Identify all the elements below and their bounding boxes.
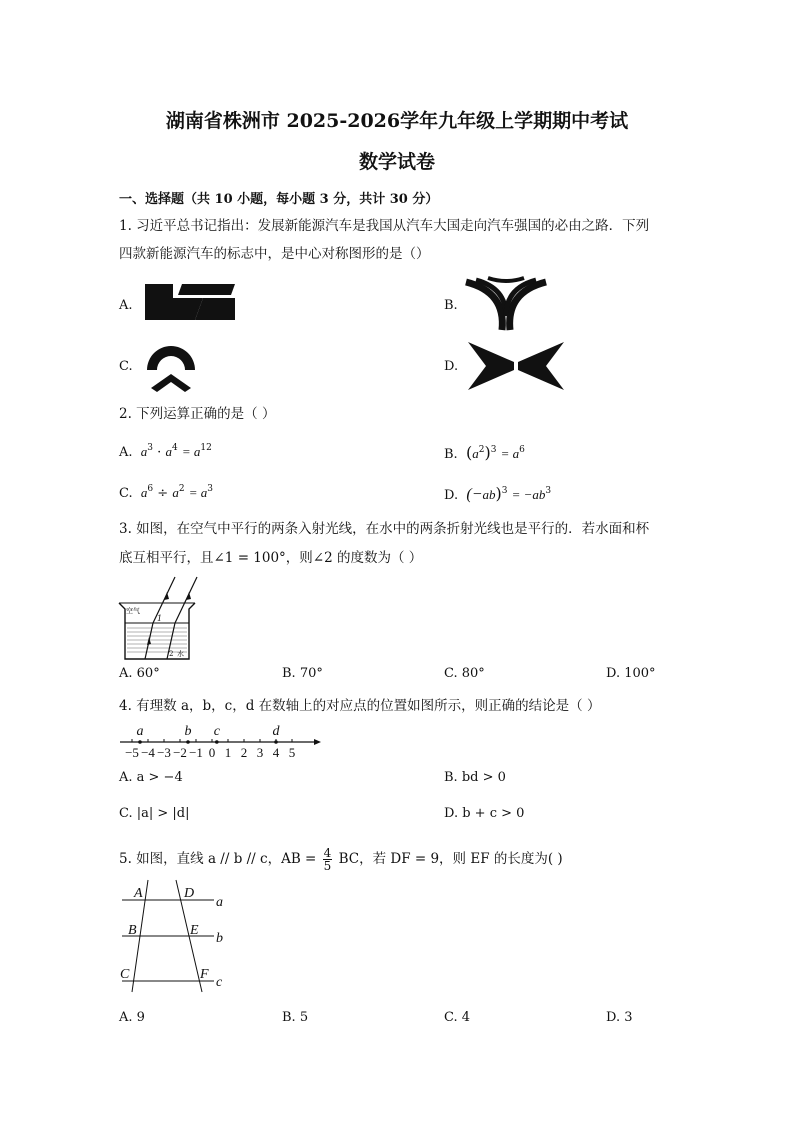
q2-c-exp3: 3 — [207, 484, 213, 494]
q5-label-B: B — [128, 923, 137, 938]
q2-b-eq: = a — [500, 446, 520, 461]
number-line-tick-label: 3 — [256, 745, 264, 760]
q3-beaker-figure — [117, 575, 201, 659]
number-line-arrow — [314, 739, 321, 745]
page-title: 湖南省株洲市 2025-2026学年九年级上学期期中考试 — [165, 110, 629, 132]
number-line-point-label-b: b — [184, 724, 192, 739]
q4-option-d: D. b + c > 0 — [444, 806, 525, 821]
number-line-point-b — [186, 740, 190, 744]
q2-option-b-label: B. — [444, 447, 458, 462]
q2-d-eq: = −ab — [511, 487, 546, 502]
q2-c-exp1: 6 — [147, 484, 154, 494]
q3-label-angle1: 1 — [157, 614, 163, 623]
number-line-tick-label: −1 — [189, 745, 203, 760]
q4-option-b: B. bd > 0 — [444, 770, 506, 785]
q3-option-b: B. 70° — [282, 666, 323, 681]
lixiang-logo-icon — [145, 284, 235, 320]
q2-c-base2: a — [172, 485, 179, 500]
q1-stem-line1: 1. 习近平总书记指出：发展新能源汽车是我国从汽车大国走向汽车强国的必由之路．下列 — [119, 218, 650, 234]
q2-c-eq: = a — [188, 485, 208, 500]
q3-stem-line1: 3. 如图，在空气中平行的两条入射光线，在水中的两条折射光线也是平行的．若水面和杯 — [119, 521, 650, 537]
q5-label-F: F — [200, 967, 209, 982]
q2-option-c-label: C. — [119, 486, 133, 501]
number-line-point-label-a: a — [136, 724, 144, 739]
q2-b-exp-inner: 2 — [478, 445, 485, 455]
number-line-tick-label: −5 — [125, 745, 139, 760]
q5-option-d: D. 3 — [606, 1010, 633, 1025]
number-line-point-a — [138, 740, 142, 744]
q5-frac-num: 4 — [323, 846, 332, 860]
section-heading: 一、选择题（共 10 小题，每小题 3 分，共计 30 分） — [119, 192, 439, 207]
q2-option-b — [444, 443, 525, 462]
q3-option-d: D. 100° — [606, 666, 656, 681]
q5-label-E: E — [190, 923, 199, 938]
q2-option-d — [444, 484, 551, 504]
q5-label-c: c — [216, 975, 223, 990]
q2-option-d-label: D. — [444, 488, 459, 503]
nio-logo-icon — [145, 344, 197, 392]
q2-c-exp2: 2 — [178, 484, 185, 494]
number-line-point-label-c: c — [213, 724, 220, 739]
q2-option-a — [119, 443, 212, 460]
q2-d-exp-outer: 3 — [501, 486, 508, 496]
q2-d-exp-r: 3 — [545, 486, 552, 496]
q3-stem-line2: 底互相平行，且∠1 = 100°，则∠2 的度数为（ ） — [119, 550, 423, 566]
q5-stem-before: 5. 如图，直线 a // b // c，AB = — [119, 851, 317, 867]
q4-option-a: A. a > −4 — [119, 770, 183, 785]
q1-option-a-label: A. — [119, 298, 133, 313]
q5-parallel-lines-figure — [118, 878, 230, 996]
q2-option-a-label: A. — [119, 445, 133, 460]
q2-c-op: ÷ — [157, 486, 169, 501]
number-line-tick-label: 4 — [272, 745, 280, 760]
number-line-tick-label: −4 — [141, 745, 155, 760]
q2-d-inner: ab — [482, 487, 496, 502]
number-line-tick-label: −2 — [173, 745, 187, 760]
q4-option-c: C. |a| > |d| — [119, 806, 190, 821]
q1-option-d-label: D. — [444, 359, 459, 374]
q3-label-air: 空气 — [126, 607, 140, 615]
q5-label-D: D — [184, 886, 195, 901]
q5-label-b: b — [216, 931, 223, 946]
q2-option-c — [119, 484, 213, 501]
q5-frac-den: 5 — [323, 859, 332, 873]
q4-number-line — [118, 718, 323, 764]
q3-option-c: C. 80° — [444, 666, 485, 681]
q4-stem: 4. 有理数 a，b，c，d 在数轴上的对应点的位置如图所示，则正确的结论是（ ） — [119, 698, 601, 714]
q2-d-close: ) — [495, 484, 502, 503]
number-line-tick-label: −3 — [157, 745, 171, 760]
q2-b-open: ( — [465, 443, 473, 462]
q5-label-a: a — [216, 895, 223, 910]
q2-a-base2: a — [165, 444, 172, 459]
number-line-tick-label: 0 — [208, 745, 216, 760]
xpeng-style-logo-icon — [464, 278, 548, 330]
q3-label-angle2: 2 — [169, 650, 174, 658]
q5-option-a: A. 9 — [119, 1010, 145, 1025]
q5-label-C: C — [120, 967, 130, 982]
q1-stem-line2: 四款新能源汽车的标志中，是中心对称图形的是（） — [119, 246, 430, 262]
q2-a-exp3: 12 — [200, 443, 212, 453]
q1-option-c-label: C. — [119, 359, 133, 374]
q5-stem — [119, 846, 563, 872]
number-line-tick-label: 5 — [288, 745, 296, 760]
q2-b-base: a — [472, 446, 479, 461]
q5-fraction — [323, 847, 333, 872]
q2-a-op: · — [157, 445, 162, 460]
q2-b-exp-outer: 3 — [490, 445, 497, 455]
q2-d-open: (− — [466, 486, 483, 503]
bowtie-logo-icon — [468, 342, 564, 390]
q5-label-A: A — [134, 886, 143, 901]
q3-label-water: 水 — [177, 650, 184, 658]
q5-option-c: C. 4 — [444, 1010, 471, 1025]
q1-option-b-label: B. — [444, 298, 458, 313]
q2-a-exp2: 4 — [171, 443, 178, 453]
q2-c-base1: a — [140, 485, 148, 500]
q2-b-close: ) — [484, 443, 491, 462]
number-line-point-d — [274, 740, 278, 744]
q5-stem-after: BC，若 DF = 9，则 EF 的长度为( ) — [338, 851, 563, 867]
q2-a-eq: = a — [181, 444, 201, 459]
q5-option-b: B. 5 — [282, 1010, 309, 1025]
q2-b-exp-r: 6 — [519, 445, 525, 455]
number-line-point-label-d: d — [272, 724, 280, 739]
q2-stem: 2. 下列运算正确的是（ ） — [119, 406, 276, 422]
number-line-tick-label: 1 — [224, 745, 232, 760]
q2-a-exp1: 3 — [147, 443, 154, 453]
q3-option-a: A. 60° — [119, 666, 160, 681]
page-subtitle: 数学试卷 — [358, 151, 435, 173]
number-line-tick-label: 2 — [240, 745, 248, 760]
number-line-point-c — [215, 740, 219, 744]
q2-a-base1: a — [140, 444, 148, 459]
